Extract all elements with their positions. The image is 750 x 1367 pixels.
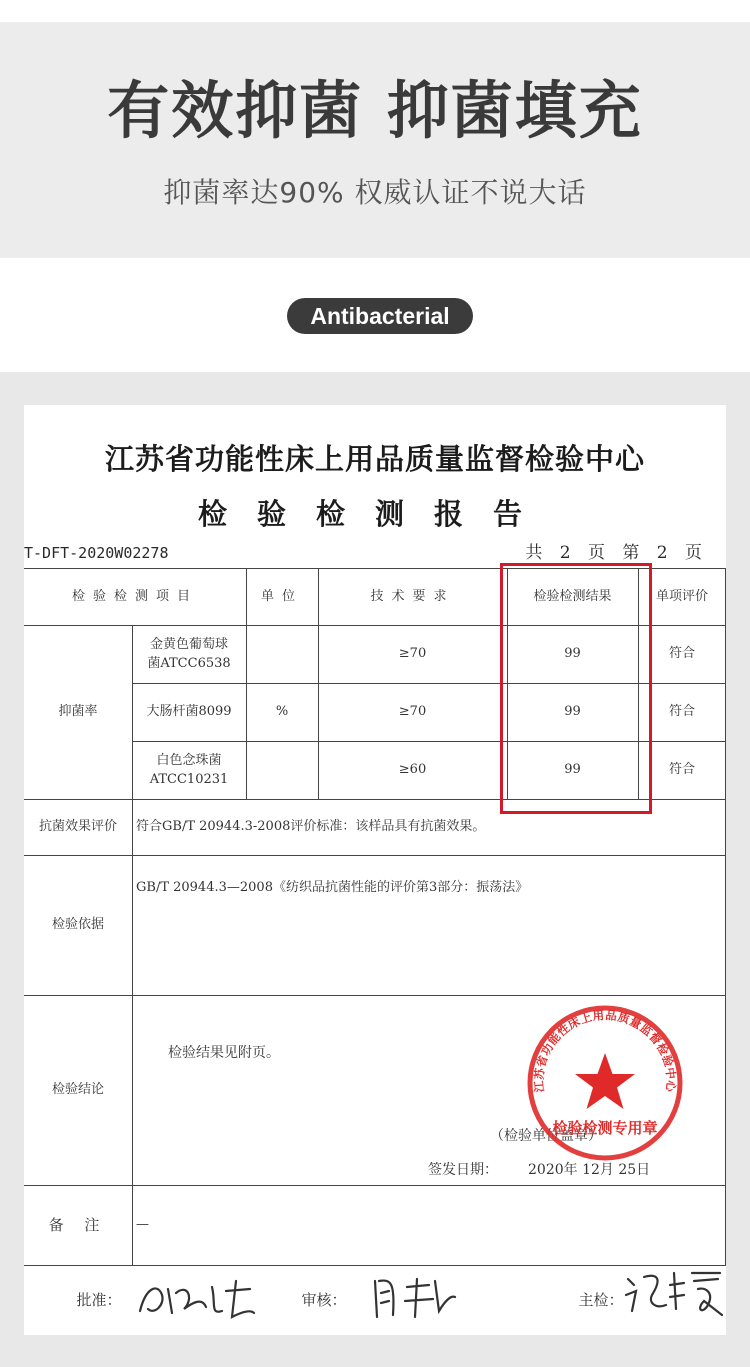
reviewer-signature [369,1271,459,1323]
header-judgement: 单项评价 [655,588,708,604]
header-unit: 单位 [260,588,303,604]
result-highlight-box [500,563,652,814]
organism-name: 金黄色葡萄球 [149,636,228,652]
unit-value: % [275,704,289,720]
hero-banner [0,22,750,258]
table-row [132,625,246,683]
test-report [24,405,726,1335]
report-organization: 江苏省功能性床上用品质量监督检验中心 [104,442,645,476]
approve-label: 批准： [76,1290,122,1309]
header-result: 检验检测结果 [533,588,612,604]
page-count: 共 2 页 第 2 页 [525,543,708,563]
organism-name: 白色念珠菌 [156,752,222,768]
header-item: 检验检测项目 [71,588,198,604]
chief-label: 主检： [578,1290,624,1309]
conclusion-text: 检验结果见附页。 [168,1044,280,1061]
organism-name: ATCC10231 [149,772,229,787]
seal-ring-text: 江苏省功能性床上用品质量监督检验中心 [531,1007,679,1093]
approver-signature [132,1273,262,1323]
antibacterial-badge: Antibacterial [287,298,473,334]
header-requirement: 技术要求 [370,588,455,604]
table-rule [24,1265,726,1266]
group-label: 抑菌率 [58,704,98,720]
chief-signature [622,1265,726,1321]
result-value: 99 [564,704,581,720]
effect-label: 抗菌效果评价 [38,819,117,835]
result-value: 99 [564,646,581,662]
effect-text: 符合GB/T 20944.3-2008评价标准：该样品具有抗菌效果。 [136,819,486,835]
review-label: 审核： [301,1290,347,1309]
issue-date-label: 签发日期： [428,1161,498,1178]
report-table [24,568,726,1268]
requirement-value: ≥60 [398,762,427,778]
table-row [132,683,246,741]
remarks-label: 备 注 [48,1215,108,1234]
stamp-caption: （检验单位盖章） [490,1127,602,1144]
basis-text: GB/T 20944.3—2008《纺织品抗菌性能的评价第3部分：振荡法》 [136,880,529,896]
organism-name: 大肠杆菌8099 [146,704,232,720]
official-seal [525,1003,685,1163]
judgement-value: 符合 [668,646,695,662]
hero-subtitle: 抑菌率达90% 权威认证不说大话 [163,176,587,209]
conclusion-label: 检验结论 [51,1082,104,1098]
seal-star-icon [575,1053,635,1109]
organism-name: 菌ATCC6538 [147,656,231,671]
remarks-text: — [136,1217,149,1233]
judgement-value: 符合 [668,762,695,778]
judgement-value: 符合 [668,704,695,720]
table-row [132,741,246,799]
report-number: T-DFT-2020W02278 [24,544,169,562]
result-value: 99 [564,762,581,778]
requirement-value: ≥70 [398,646,427,662]
requirement-value: ≥70 [398,704,427,720]
report-title: 检验检测报告 [197,497,552,531]
seal-bottom-text: 检验检测专用章 [552,1119,658,1137]
issue-date: 2020年 12月 25日 [528,1161,651,1178]
hero-title: 有效抑菌 抑菌填充 [107,74,643,147]
basis-label: 检验依据 [51,917,104,933]
